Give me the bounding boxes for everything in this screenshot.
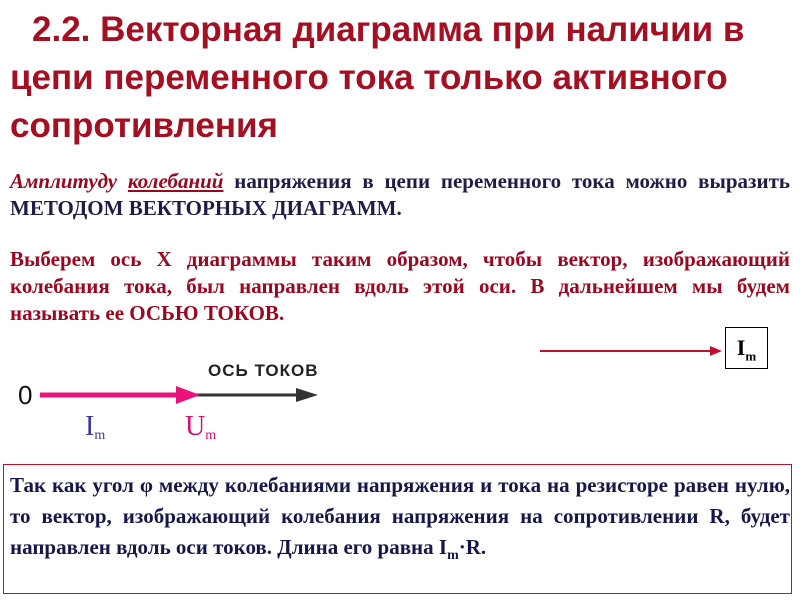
vector-diagram: [0, 320, 800, 460]
intro-italic-word: Амплитуду: [10, 169, 118, 193]
im-label-box: $I_m$: [725, 327, 768, 369]
current-vector-head: [176, 386, 200, 404]
current-axis-head: [296, 388, 318, 402]
voltage-label: Um: [185, 411, 217, 443]
im-arrow-head: [710, 346, 722, 356]
current-label: Im: [85, 411, 106, 443]
page-title: 2.2. Векторная диаграмма при наличии в цепи переменного тока только активного сопротивления: [10, 10, 745, 145]
axis-paragraph: Выберем ось Х диаграммы таким образом, чтобы вектор, изображающий колебания тока, был направлен вдоль этой оси. В дальнейшем мы будем называть ее ОСЬЮ ТОКОВ.: [10, 247, 790, 325]
intro-paragraph: [10, 168, 790, 222]
conclusion-text: Так как угол φ между колебаниями напряжения и тока на резисторе равен нулю, то вектор, изображающий колебания напряжения на сопротивлении R, будет направлен вдоль оси токов. Длина его равна $I_m\cdot R$.: [10, 473, 790, 564]
axis-label: ОСЬ ТОКОВ: [208, 361, 319, 380]
intro-line1-rest: напряжения в цепи переменного тока: [234, 169, 615, 193]
intro-line2: можно выразить МЕТОДОМ ВЕКТОРНЫХ ДИАГРАММ.: [10, 169, 790, 220]
intro-underlined-word: колебаний: [127, 169, 224, 193]
origin-label: 0: [18, 380, 33, 410]
